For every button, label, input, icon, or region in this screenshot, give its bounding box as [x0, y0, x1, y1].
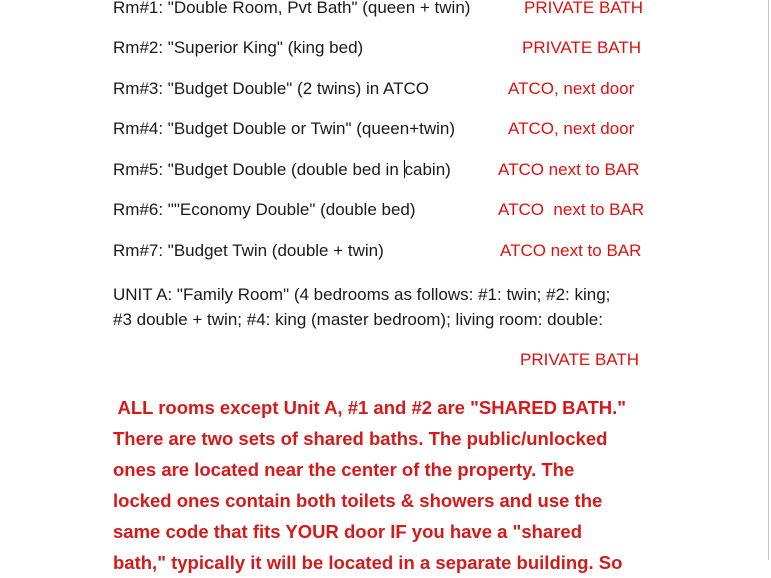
unit-a-line-1: UNIT A: "Family Room" (4 bedrooms as follows: #1: twin; #2: king; [113, 285, 611, 304]
room-2-bath-tag: PRIVATE BATH [522, 38, 642, 57]
notice-line-5: same code that fits YOUR door IF you have a "shared [113, 521, 582, 542]
unit-a-description [113, 282, 673, 332]
room-6-bath-tag: ATCO next to BAR [498, 200, 645, 219]
notice-line-6: bath," typically it will be located in a separate building. So [113, 552, 623, 573]
unit-a-line-2: #3 double + twin; #4: king (master bedroom); living room: double: [113, 310, 603, 329]
room-7-description: Rm#7: "Budget Twin (double + twin) [113, 241, 384, 260]
shared-bath-notice [113, 392, 673, 578]
room-4-description: Rm#4: "Budget Double or Twin" (queen+twin) [113, 119, 456, 138]
room-7-bath-tag: ATCO next to BAR [500, 241, 642, 260]
unit-a-bath-tag: PRIVATE BATH [520, 350, 640, 369]
page-edge-divider [768, 0, 769, 560]
notice-line-3: ones are located near the center of the property. The [113, 459, 575, 480]
room-5-text-after-caret: cabin) [404, 160, 451, 179]
room-5-bath-tag: ATCO next to BAR [498, 160, 640, 179]
room-1-description: Rm#1: "Double Room, Pvt Bath" (queen + twin) [113, 0, 471, 17]
notice-line-1: ALL rooms except Unit A, #1 and #2 are "SHARED BATH." [113, 397, 627, 418]
room-6-description: Rm#6: ""Economy Double" (double bed) [113, 200, 416, 219]
room-5-description[interactable] [113, 160, 451, 180]
room-4-bath-tag: ATCO, next door [508, 119, 635, 138]
room-5-text-before-caret: Rm#5: "Budget Double (double bed in [113, 160, 404, 179]
room-1-bath-tag: PRIVATE BATH [524, 0, 644, 17]
notice-line-2: There are two sets of shared baths. The public/unlocked [113, 428, 608, 449]
room-3-description: Rm#3: "Budget Double" (2 twins) in ATCO [113, 79, 429, 98]
notice-line-4: locked ones contain both toilets & showers and use the [113, 490, 603, 511]
room-2-description: Rm#2: "Superior King" (king bed) [113, 38, 364, 57]
room-3-bath-tag: ATCO, next door [508, 79, 635, 98]
